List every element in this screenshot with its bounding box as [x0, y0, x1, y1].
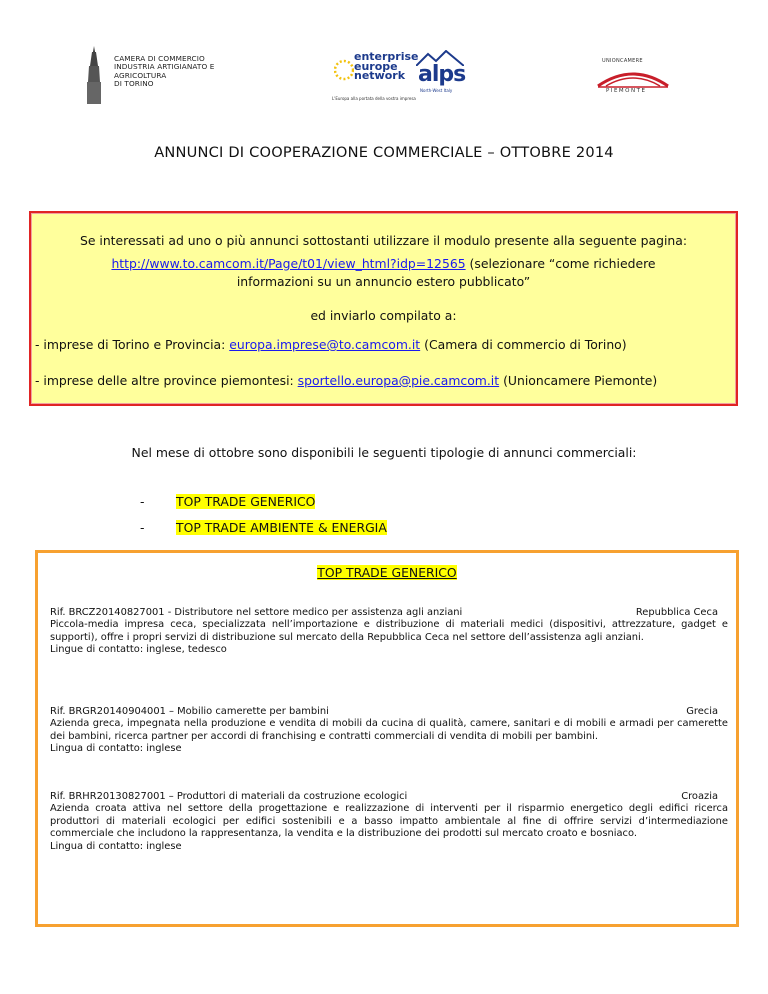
announcement-description: Piccola-media impresa ceca, specializzata nell’importazione e distribuzione di materiali medici (dispositivi, attrezzature, gadget e supporti), offre i propri servizi di distribuzione sul mercato della Repubblica Ceca nel settore dell’assistenza agli anziani.	[50, 619, 728, 643]
een-tagline: L'Europa alla portata della vostra impresa	[332, 96, 416, 101]
intro-text: Nel mese di ottobre sono disponibili le seguenti tipologie di annunci commerciali:	[131, 445, 637, 460]
notice-link-after: (selezionare “come richiedere	[465, 256, 656, 271]
announcement	[50, 607, 728, 657]
announcement-languages: Lingue di contatto: inglese, tedesco	[50, 644, 227, 656]
een-line: europe	[354, 59, 398, 73]
list-dash: -	[140, 493, 145, 509]
announcement	[50, 791, 728, 853]
alps-subtitle: North-West Italy	[420, 88, 453, 93]
announcement-country: Grecia	[686, 706, 718, 717]
unioncamere-text: UNIONCAMERE	[602, 58, 643, 64]
eu-stars-icon	[334, 50, 354, 90]
announcement-ref: Rif. BRGR20140904001 – Mobilio camerette per bambini	[50, 706, 329, 717]
torino-prefix: - imprese di Torino e Provincia:	[35, 337, 230, 352]
unioncamere-logo	[594, 58, 672, 102]
announcement-description: Azienda croata attiva nel settore della progettazione e realizzazione di interventi per il risparmio energetico degli edifici ricerca produttori di materiali ecologici per edifici sostenibili e a basso impatto ambientale al fine di offrire servizi d’intermediazione commerciale che includono la rappresentanza, la vendita e la distribuzione dei prodotti sul mercato croato e bosniaco.	[50, 803, 728, 840]
notice-torino	[35, 337, 627, 352]
announcement-languages: Lingua di contatto: inglese	[50, 840, 182, 852]
notice-line-3: informazioni su un annuncio estero pubblicato”	[236, 274, 531, 289]
een-line: enterprise	[354, 50, 419, 63]
announcement-header	[50, 607, 728, 619]
announcement-header	[50, 791, 728, 803]
een-text	[354, 52, 419, 81]
section-title-text: TOP TRADE GENERICO	[317, 565, 457, 580]
een-alps-logo	[330, 44, 472, 106]
notice-line-2	[31, 256, 736, 271]
camera-line: CAMERA DI COMMERCIO	[114, 54, 205, 63]
top-trade-section	[35, 550, 739, 927]
announcement-description: Azienda greca, impegnata nella produzione e vendita di mobili da cucina di qualità, camere, sanitari e di mobili e armadi per camerette dei bambini, ricerca partner per accordi di franchising e contratti commerciali di vendita di mobili per bambini.	[50, 718, 728, 742]
notice-line-1: Se interessati ad uno o più annunci sottostanti utilizzare il modulo presente alla seguente pagina:	[79, 233, 688, 248]
module-link[interactable]: http://www.to.camcom.it/Page/t01/view_html?idp=12565	[111, 256, 466, 271]
announcement-languages: Lingua di contatto: inglese	[50, 743, 182, 755]
announcement-ref: Rif. BRCZ20140827001 - Distributore nel settore medico per assistenza agli anziani	[50, 607, 463, 618]
camera-commercio-text	[114, 55, 268, 89]
announcement-country: Repubblica Ceca	[635, 607, 718, 618]
list-dash: -	[140, 519, 145, 535]
camera-line: INDUSTRIA ARTIGIANATO E AGRICOLTURA	[114, 62, 215, 80]
type-label: TOP TRADE AMBIENTE & ENERGIA	[176, 519, 387, 535]
notice-box	[29, 211, 738, 406]
announcement	[50, 706, 728, 756]
section-title	[38, 565, 736, 580]
announcement-header	[50, 706, 728, 718]
announcement-ref: Rif. BRHR20130827001 – Produttori di materiali da costruzione ecologici	[50, 791, 408, 802]
piemonte-text: PIEMONTE	[606, 88, 647, 94]
piemonte-prefix: - imprese delle altre province piemontesi:	[35, 373, 298, 388]
camera-line: DI TORINO	[114, 79, 154, 89]
een-line: network	[354, 69, 406, 82]
alps-text: alps	[418, 62, 466, 87]
notice-line-4: ed inviarlo compilato a:	[310, 308, 457, 323]
camera-commercio-logo	[78, 44, 268, 106]
announcement-country: Croazia	[681, 791, 718, 802]
torino-email-link[interactable]: europa.imprese@to.camcom.it	[229, 337, 421, 352]
mole-antonelliana-icon	[84, 46, 104, 104]
types-list	[140, 488, 387, 540]
unioncamere-arc-icon	[596, 66, 670, 88]
notice-piemonte	[35, 373, 657, 388]
torino-suffix: (Camera di commercio di Torino)	[420, 337, 627, 352]
piemonte-email-link[interactable]: sportello.europa@pie.camcom.it	[297, 373, 500, 388]
page-title: ANNUNCI DI COOPERAZIONE COMMERCIALE – OTTOBRE 2014	[154, 144, 614, 161]
type-label: TOP TRADE GENERICO	[176, 493, 316, 509]
piemonte-suffix: (Unioncamere Piemonte)	[499, 373, 658, 388]
list-item	[140, 488, 387, 514]
list-item	[140, 514, 387, 540]
